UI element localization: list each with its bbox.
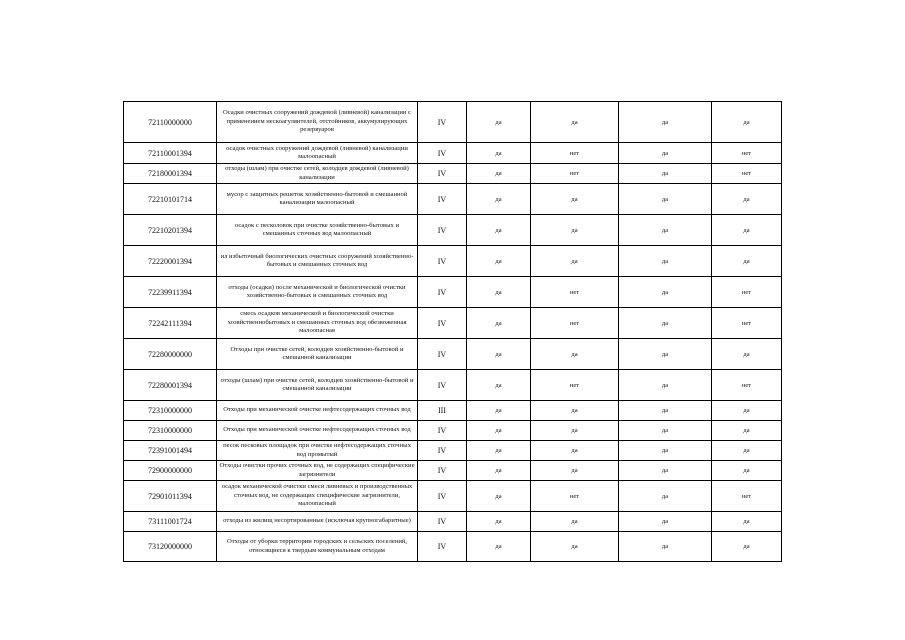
flag-col-1: да [467, 164, 531, 184]
flag-col-2: да [531, 339, 619, 370]
table-row [124, 421, 782, 441]
waste-code: 72239911394 [124, 277, 217, 308]
hazard-class: IV [418, 215, 467, 246]
hazard-class: IV [418, 102, 467, 143]
hazard-class: IV [418, 308, 467, 339]
waste-code: 72210201394 [124, 215, 217, 246]
flag-col-2: да [531, 246, 619, 277]
flag-col-2: да [531, 401, 619, 421]
table-row [124, 143, 782, 164]
flag-col-4: нет [712, 481, 782, 512]
flag-col-1: да [467, 215, 531, 246]
table-row [124, 246, 782, 277]
flag-col-1: да [467, 246, 531, 277]
flag-col-3: да [619, 532, 712, 562]
waste-code: 72310000000 [124, 421, 217, 441]
table-row [124, 308, 782, 339]
table-row [124, 215, 782, 246]
hazard-class: IV [418, 481, 467, 512]
flag-col-1: да [467, 339, 531, 370]
waste-code: 73120000000 [124, 532, 217, 562]
flag-col-1: да [467, 401, 531, 421]
table-row [124, 532, 782, 562]
hazard-class: IV [418, 441, 467, 461]
flag-col-4: нет [712, 277, 782, 308]
flag-col-2: да [531, 512, 619, 532]
hazard-class: IV [418, 143, 467, 164]
flag-col-1: да [467, 143, 531, 164]
table-row [124, 339, 782, 370]
flag-col-1: да [467, 102, 531, 143]
waste-code: 72310000000 [124, 401, 217, 421]
waste-name: осадок с песколовок при очистке хозяйственно-бытовых и смешанных сточных вод малоопасный [217, 215, 418, 246]
table-row [124, 277, 782, 308]
waste-name: осадок механической очистки смеси ливневых и производственных сточных вод, не содержащих специфические загрязнители, малоопасный [217, 481, 418, 512]
flag-col-4: да [712, 339, 782, 370]
flag-col-4: нет [712, 164, 782, 184]
flag-col-2: да [531, 421, 619, 441]
waste-name: Отходы от уборки территории городских и сельских поселений, относящиеся к твердым коммунальным отходам [217, 532, 418, 562]
flag-col-3: да [619, 308, 712, 339]
flag-col-2: да [531, 532, 619, 562]
hazard-class: IV [418, 184, 467, 215]
flag-col-3: да [619, 143, 712, 164]
waste-name: Отходы очистки прочих сточных вод, не содержащих специфические загрязнители [217, 461, 418, 481]
flag-col-2: да [531, 102, 619, 143]
waste-code: 72180001394 [124, 164, 217, 184]
flag-col-1: да [467, 512, 531, 532]
waste-name: отходы из жилищ несортированные (исключая крупногабаритные) [217, 512, 418, 532]
flag-col-3: да [619, 215, 712, 246]
flag-col-2: да [531, 461, 619, 481]
waste-name: мусор с защитных решеток хозяйственно-бытовой и смешанной канализации малоопасный [217, 184, 418, 215]
flag-col-4: нет [712, 370, 782, 401]
waste-name: Отходы при механической очистке нефтесодержащих сточных вод [217, 421, 418, 441]
flag-col-3: да [619, 441, 712, 461]
flag-col-3: да [619, 164, 712, 184]
hazard-class: IV [418, 246, 467, 277]
flag-col-2: да [531, 184, 619, 215]
flag-col-1: да [467, 421, 531, 441]
flag-col-2: нет [531, 143, 619, 164]
flag-col-2: нет [531, 308, 619, 339]
hazard-class: IV [418, 532, 467, 562]
flag-col-2: нет [531, 277, 619, 308]
waste-name: ил избыточный биологических очистных сооружений хозяйственно-бытовых и смешанных сточных вод [217, 246, 418, 277]
waste-code: 72110001394 [124, 143, 217, 164]
waste-table [123, 101, 782, 562]
hazard-class: IV [418, 421, 467, 441]
hazard-class: III [418, 401, 467, 421]
waste-code: 72901011394 [124, 481, 217, 512]
hazard-class: IV [418, 461, 467, 481]
flag-col-4: нет [712, 143, 782, 164]
flag-col-2: нет [531, 481, 619, 512]
flag-col-1: да [467, 184, 531, 215]
flag-col-4: да [712, 421, 782, 441]
flag-col-2: нет [531, 370, 619, 401]
hazard-class: IV [418, 164, 467, 184]
hazard-class: IV [418, 512, 467, 532]
flag-col-4: да [712, 441, 782, 461]
waste-name: отходы (шлам) при очистке сетей, колодцев хозяйственно-бытовой и смешанной канализации [217, 370, 418, 401]
flag-col-3: да [619, 512, 712, 532]
flag-col-3: да [619, 421, 712, 441]
flag-col-3: да [619, 401, 712, 421]
waste-code: 72110000000 [124, 102, 217, 143]
flag-col-4: да [712, 102, 782, 143]
table-row [124, 102, 782, 143]
waste-code: 72242111394 [124, 308, 217, 339]
waste-name: смесь осадков механической и биологической очистки хозяйственнобытовых и смешанных сточных вод обезвоженная малоопасная [217, 308, 418, 339]
flag-col-3: да [619, 370, 712, 401]
flag-col-2: нет [531, 164, 619, 184]
waste-code: 72280000000 [124, 339, 217, 370]
flag-col-1: да [467, 308, 531, 339]
table-row [124, 184, 782, 215]
table-row [124, 512, 782, 532]
table-row [124, 441, 782, 461]
flag-col-4: да [712, 461, 782, 481]
flag-col-1: да [467, 370, 531, 401]
flag-col-4: да [712, 246, 782, 277]
flag-col-3: да [619, 277, 712, 308]
flag-col-4: да [712, 401, 782, 421]
waste-name: Отходы при очистке сетей, колодцев хозяйственно-бытовой и смешанной канализации [217, 339, 418, 370]
waste-name: осадок очистных сооружений дождевой (ливневой) канализации малоопасный [217, 143, 418, 164]
flag-col-2: да [531, 441, 619, 461]
table-row [124, 164, 782, 184]
flag-col-1: да [467, 481, 531, 512]
waste-name: песок песковых площадок при очистке нефтесодержащих сточных вод промытый [217, 441, 418, 461]
waste-code: 73111001724 [124, 512, 217, 532]
flag-col-3: да [619, 339, 712, 370]
flag-col-1: да [467, 277, 531, 308]
flag-col-4: да [712, 512, 782, 532]
waste-name: Осадки очистных сооружений дождевой (ливневой) канализации с применением нескоагулянтелей, отстойников, аккумулирующих резервуаров [217, 102, 418, 143]
table-row [124, 401, 782, 421]
waste-name: отходы (осадки) после механической и биологической очистки хозяйственно-бытовых и смешанных сточных вод [217, 277, 418, 308]
waste-code: 72210101714 [124, 184, 217, 215]
flag-col-3: да [619, 461, 712, 481]
flag-col-2: да [531, 215, 619, 246]
flag-col-4: нет [712, 308, 782, 339]
flag-col-3: да [619, 102, 712, 143]
table-row [124, 461, 782, 481]
flag-col-1: да [467, 441, 531, 461]
waste-name: отходы (шлам) при очистке сетей, колодцев дождевой (ливневой) канализации [217, 164, 418, 184]
flag-col-4: да [712, 184, 782, 215]
flag-col-4: да [712, 532, 782, 562]
table-body [124, 102, 782, 562]
waste-code: 72391001494 [124, 441, 217, 461]
waste-code: 72220001394 [124, 246, 217, 277]
waste-code: 72900000000 [124, 461, 217, 481]
flag-col-1: да [467, 461, 531, 481]
flag-col-4: да [712, 215, 782, 246]
waste-code: 72280001394 [124, 370, 217, 401]
flag-col-3: да [619, 481, 712, 512]
flag-col-3: да [619, 246, 712, 277]
table-row [124, 370, 782, 401]
flag-col-3: да [619, 184, 712, 215]
flag-col-1: да [467, 532, 531, 562]
waste-name: Отходы при механической очистке нефтесодержащих сточных вод [217, 401, 418, 421]
hazard-class: IV [418, 339, 467, 370]
hazard-class: IV [418, 277, 467, 308]
hazard-class: IV [418, 370, 467, 401]
table-row [124, 481, 782, 512]
